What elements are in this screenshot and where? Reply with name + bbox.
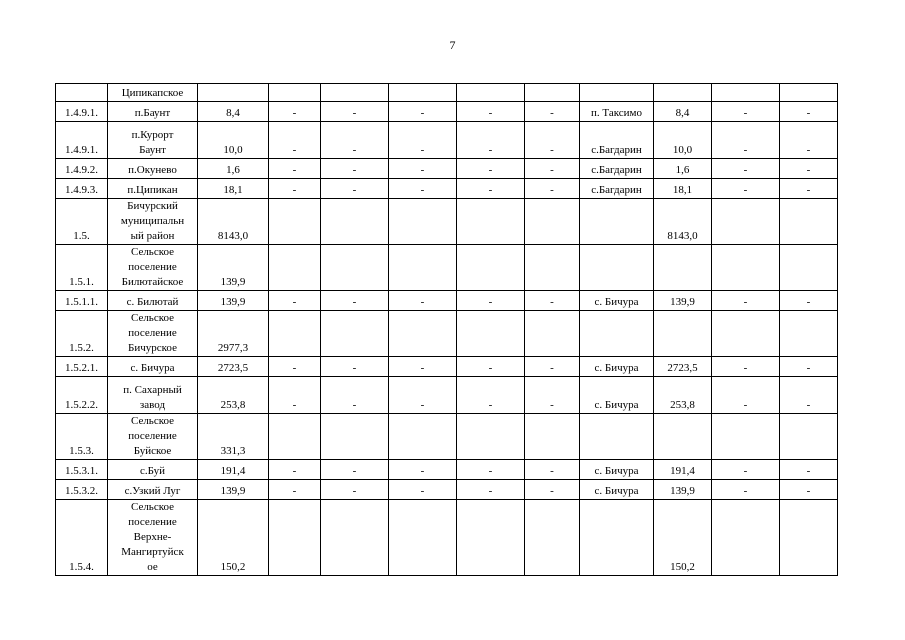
cell-col-12: - <box>780 377 838 414</box>
cell-col-12: - <box>780 460 838 480</box>
cell-col-6: - <box>389 159 457 179</box>
cell-col-11: - <box>712 179 780 199</box>
cell-col-5 <box>321 199 389 245</box>
cell-settlement: п.Баунт <box>108 102 198 122</box>
cell-value: 191,4 <box>198 460 269 480</box>
cell-col-8: - <box>525 377 580 414</box>
cell-col-6 <box>389 500 457 576</box>
cell-source-value: 8143,0 <box>654 199 712 245</box>
cell-source: п. Таксимо <box>580 102 654 122</box>
cell-col-5: - <box>321 460 389 480</box>
cell-code: 1.5.3.2. <box>56 480 108 500</box>
cell-col-8 <box>525 414 580 460</box>
table-row <box>56 311 838 357</box>
cell-col-5: - <box>321 102 389 122</box>
cell-col-7: - <box>457 291 525 311</box>
table-row <box>56 414 838 460</box>
cell-code: 1.5.2.1. <box>56 357 108 377</box>
cell-col-11: - <box>712 480 780 500</box>
cell-col-6: - <box>389 102 457 122</box>
cell-col-5 <box>321 245 389 291</box>
cell-col-11: - <box>712 377 780 414</box>
cell-col-6 <box>389 311 457 357</box>
cell-col-4 <box>269 311 321 357</box>
cell-col-11: - <box>712 291 780 311</box>
cell-col-7 <box>457 84 525 102</box>
cell-source-value <box>654 311 712 357</box>
cell-col-11: - <box>712 357 780 377</box>
cell-source <box>580 500 654 576</box>
cell-col-8 <box>525 500 580 576</box>
cell-col-11 <box>712 245 780 291</box>
cell-settlement: п.Ципикан <box>108 179 198 199</box>
cell-code: 1.5.3. <box>56 414 108 460</box>
cell-col-5: - <box>321 122 389 159</box>
table-row <box>56 245 838 291</box>
cell-source <box>580 199 654 245</box>
cell-col-4: - <box>269 460 321 480</box>
cell-col-7 <box>457 414 525 460</box>
table-row <box>56 377 838 414</box>
cell-source: с. Бичура <box>580 377 654 414</box>
cell-settlement: п.Окунево <box>108 159 198 179</box>
cell-settlement: Сельское поселение Верхне- Мангиртуйск ое <box>108 500 198 576</box>
cell-source: с. Бичура <box>580 460 654 480</box>
cell-col-5: - <box>321 357 389 377</box>
cell-col-7 <box>457 245 525 291</box>
cell-code: 1.4.9.1. <box>56 102 108 122</box>
page-number: 7 <box>449 38 456 52</box>
cell-settlement: Ципикапское <box>108 84 198 102</box>
table-row <box>56 102 838 122</box>
cell-col-7: - <box>457 179 525 199</box>
cell-value: 139,9 <box>198 480 269 500</box>
cell-source <box>580 245 654 291</box>
cell-col-11 <box>712 199 780 245</box>
cell-code: 1.4.9.1. <box>56 122 108 159</box>
cell-source <box>580 311 654 357</box>
cell-col-7 <box>457 500 525 576</box>
cell-value: 1,6 <box>198 159 269 179</box>
cell-col-6: - <box>389 179 457 199</box>
data-table <box>55 83 838 576</box>
cell-col-8: - <box>525 122 580 159</box>
cell-code <box>56 84 108 102</box>
cell-col-11 <box>712 84 780 102</box>
cell-source: с. Бичура <box>580 480 654 500</box>
cell-col-11 <box>712 311 780 357</box>
cell-col-12: - <box>780 102 838 122</box>
cell-col-6 <box>389 84 457 102</box>
cell-col-6: - <box>389 122 457 159</box>
table-row <box>56 460 838 480</box>
cell-col-4 <box>269 245 321 291</box>
cell-code: 1.5.1.1. <box>56 291 108 311</box>
cell-source: с.Багдарин <box>580 122 654 159</box>
cell-col-5: - <box>321 377 389 414</box>
cell-col-8: - <box>525 179 580 199</box>
cell-source-value <box>654 245 712 291</box>
cell-settlement: с.Буй <box>108 460 198 480</box>
cell-col-11: - <box>712 460 780 480</box>
cell-col-12 <box>780 84 838 102</box>
cell-col-4 <box>269 199 321 245</box>
cell-col-11: - <box>712 122 780 159</box>
cell-value: 8143,0 <box>198 199 269 245</box>
cell-col-6: - <box>389 460 457 480</box>
cell-col-12 <box>780 311 838 357</box>
cell-settlement: с.Узкий Луг <box>108 480 198 500</box>
cell-col-6 <box>389 245 457 291</box>
cell-source-value: 139,9 <box>654 480 712 500</box>
cell-source-value: 191,4 <box>654 460 712 480</box>
cell-settlement: с. Бичура <box>108 357 198 377</box>
table-row <box>56 122 838 159</box>
cell-col-7: - <box>457 377 525 414</box>
cell-col-8: - <box>525 460 580 480</box>
cell-code: 1.4.9.2. <box>56 159 108 179</box>
cell-col-6: - <box>389 377 457 414</box>
cell-code: 1.5.4. <box>56 500 108 576</box>
table-row <box>56 199 838 245</box>
cell-col-7: - <box>457 159 525 179</box>
cell-value: 2723,5 <box>198 357 269 377</box>
cell-value: 331,3 <box>198 414 269 460</box>
table-row <box>56 500 838 576</box>
cell-col-12 <box>780 245 838 291</box>
cell-source-value: 10,0 <box>654 122 712 159</box>
cell-col-12: - <box>780 291 838 311</box>
cell-source: с.Багдарин <box>580 159 654 179</box>
cell-col-5 <box>321 311 389 357</box>
cell-col-4: - <box>269 480 321 500</box>
cell-source-value: 150,2 <box>654 500 712 576</box>
cell-value: 8,4 <box>198 102 269 122</box>
table-row <box>56 480 838 500</box>
cell-col-8 <box>525 311 580 357</box>
cell-col-5 <box>321 84 389 102</box>
cell-col-7: - <box>457 102 525 122</box>
cell-value: 2977,3 <box>198 311 269 357</box>
cell-value: 150,2 <box>198 500 269 576</box>
cell-col-5 <box>321 414 389 460</box>
cell-col-8: - <box>525 357 580 377</box>
cell-col-7: - <box>457 460 525 480</box>
cell-code: 1.5.3.1. <box>56 460 108 480</box>
cell-settlement: Сельское поселение Буйское <box>108 414 198 460</box>
cell-col-12 <box>780 500 838 576</box>
cell-col-7: - <box>457 122 525 159</box>
cell-source: с. Бичура <box>580 357 654 377</box>
cell-col-4: - <box>269 291 321 311</box>
cell-code: 1.5.1. <box>56 245 108 291</box>
cell-code: 1.5.2. <box>56 311 108 357</box>
cell-col-4 <box>269 500 321 576</box>
cell-settlement: п. Сахарный завод <box>108 377 198 414</box>
cell-col-5: - <box>321 291 389 311</box>
cell-settlement: Сельское поселение Билютайское <box>108 245 198 291</box>
cell-col-12: - <box>780 122 838 159</box>
cell-col-4: - <box>269 159 321 179</box>
cell-source-value: 139,9 <box>654 291 712 311</box>
cell-col-5 <box>321 500 389 576</box>
cell-value: 10,0 <box>198 122 269 159</box>
cell-col-12: - <box>780 357 838 377</box>
cell-col-8: - <box>525 480 580 500</box>
cell-col-12: - <box>780 159 838 179</box>
table-body <box>56 84 838 576</box>
cell-col-12 <box>780 414 838 460</box>
cell-col-7: - <box>457 357 525 377</box>
cell-source-value: 2723,5 <box>654 357 712 377</box>
cell-source-value <box>654 414 712 460</box>
cell-code: 1.5. <box>56 199 108 245</box>
table-row <box>56 159 838 179</box>
cell-settlement: Бичурский муниципальн ый район <box>108 199 198 245</box>
cell-col-7: - <box>457 480 525 500</box>
cell-col-4: - <box>269 179 321 199</box>
cell-col-5: - <box>321 480 389 500</box>
cell-col-11 <box>712 414 780 460</box>
cell-col-8 <box>525 199 580 245</box>
cell-col-7 <box>457 199 525 245</box>
cell-col-11 <box>712 500 780 576</box>
cell-col-6: - <box>389 357 457 377</box>
cell-col-4: - <box>269 102 321 122</box>
cell-col-11: - <box>712 159 780 179</box>
cell-settlement: с. Билютай <box>108 291 198 311</box>
cell-col-5: - <box>321 179 389 199</box>
cell-code: 1.5.2.2. <box>56 377 108 414</box>
cell-value: 253,8 <box>198 377 269 414</box>
cell-source-value: 253,8 <box>654 377 712 414</box>
cell-value: 18,1 <box>198 179 269 199</box>
cell-col-12: - <box>780 179 838 199</box>
cell-col-12 <box>780 199 838 245</box>
cell-col-8: - <box>525 159 580 179</box>
cell-settlement: п.Курорт Баунт <box>108 122 198 159</box>
cell-source <box>580 414 654 460</box>
cell-col-12: - <box>780 480 838 500</box>
cell-source-value: 1,6 <box>654 159 712 179</box>
cell-source-value: 18,1 <box>654 179 712 199</box>
cell-source <box>580 84 654 102</box>
cell-source: с.Багдарин <box>580 179 654 199</box>
cell-col-6 <box>389 199 457 245</box>
cell-col-8: - <box>525 102 580 122</box>
cell-col-8: - <box>525 291 580 311</box>
cell-source-value <box>654 84 712 102</box>
cell-col-11: - <box>712 102 780 122</box>
table-row <box>56 84 838 102</box>
cell-value: 139,9 <box>198 291 269 311</box>
cell-code: 1.4.9.3. <box>56 179 108 199</box>
cell-source-value: 8,4 <box>654 102 712 122</box>
cell-source: с. Бичура <box>580 291 654 311</box>
table-row <box>56 291 838 311</box>
cell-col-6: - <box>389 480 457 500</box>
cell-col-4: - <box>269 357 321 377</box>
cell-col-4 <box>269 414 321 460</box>
cell-col-6 <box>389 414 457 460</box>
cell-col-8 <box>525 245 580 291</box>
cell-col-5: - <box>321 159 389 179</box>
cell-col-6: - <box>389 291 457 311</box>
cell-col-4 <box>269 84 321 102</box>
cell-col-7 <box>457 311 525 357</box>
table-row <box>56 357 838 377</box>
cell-value <box>198 84 269 102</box>
cell-col-8 <box>525 84 580 102</box>
cell-settlement: Сельское поселение Бичурское <box>108 311 198 357</box>
cell-col-4: - <box>269 377 321 414</box>
cell-col-4: - <box>269 122 321 159</box>
table-row <box>56 179 838 199</box>
cell-value: 139,9 <box>198 245 269 291</box>
